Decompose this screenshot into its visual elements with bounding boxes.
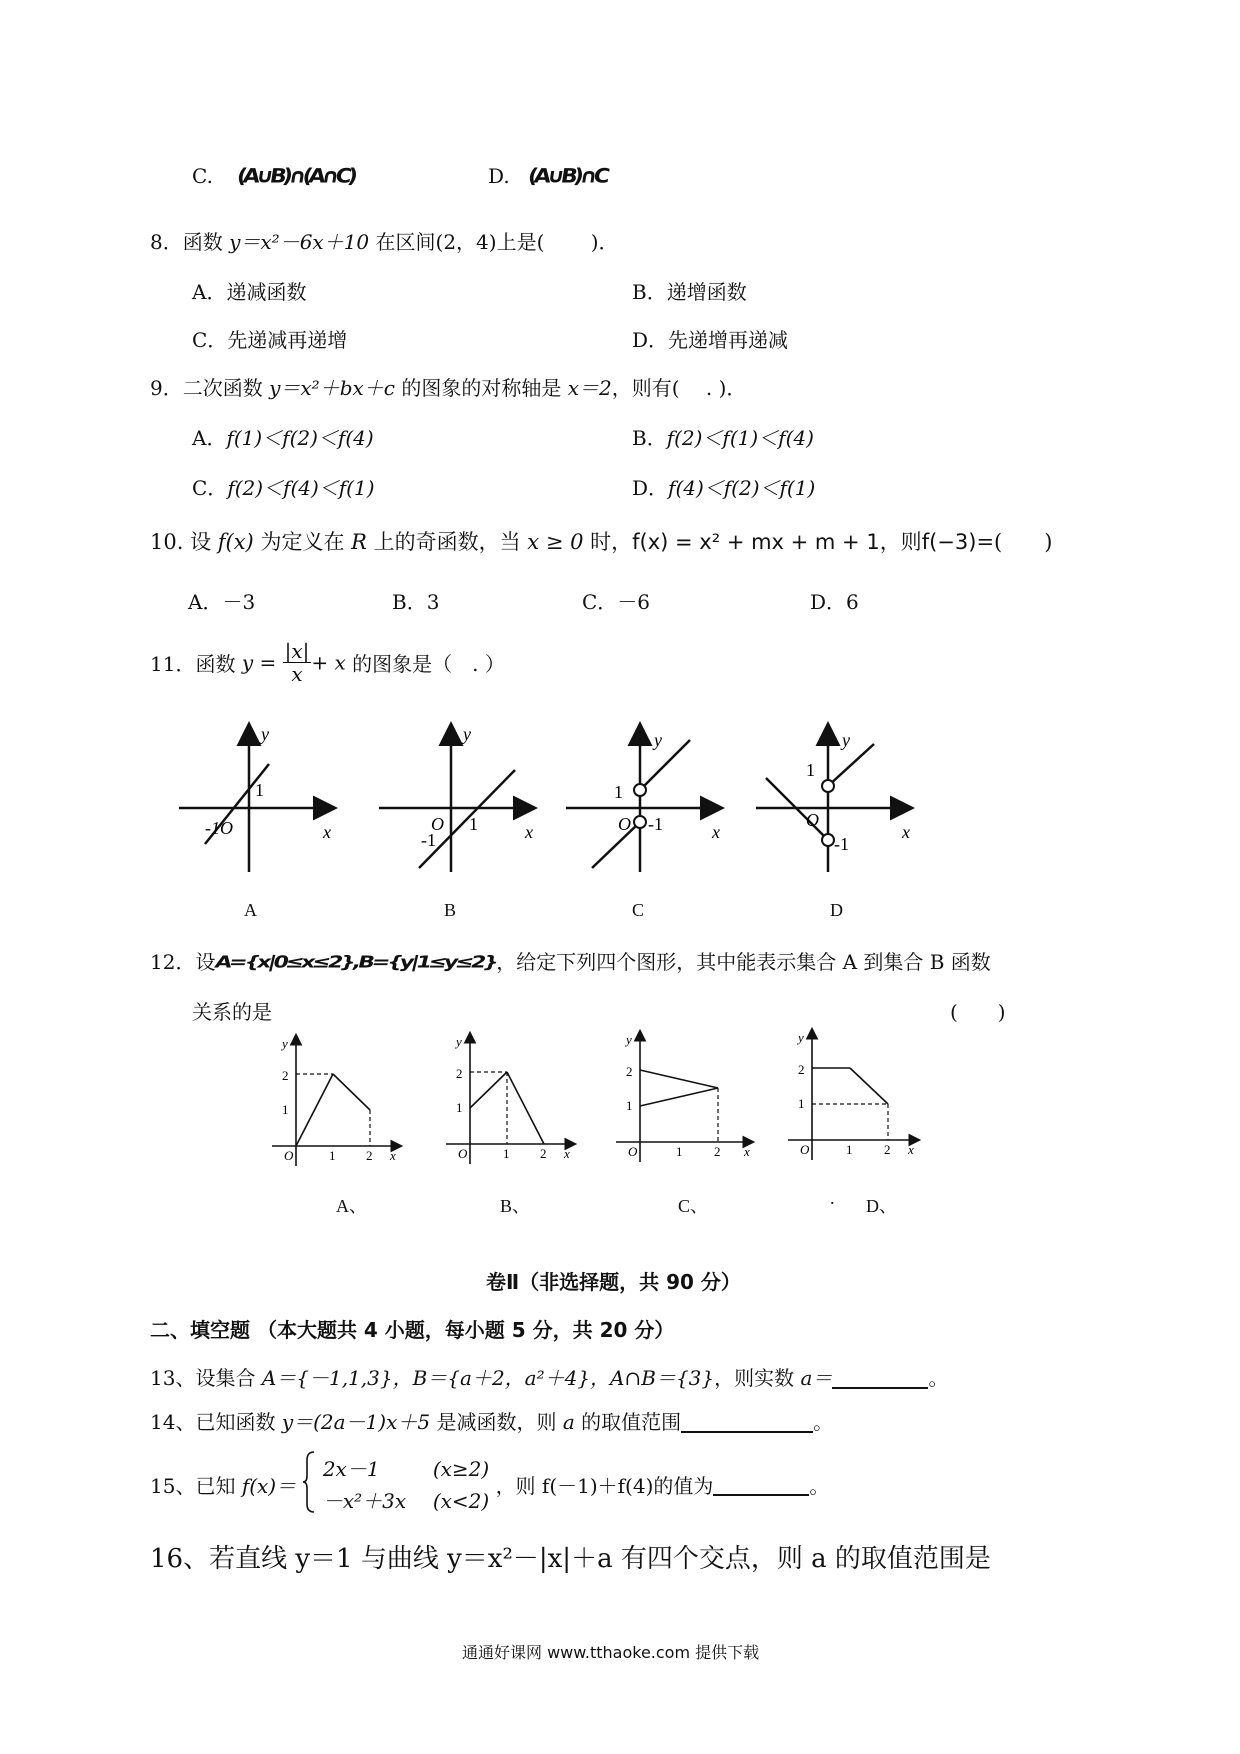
q14-answer-blank[interactable] (681, 1411, 813, 1433)
q12a-y-label: y (282, 1036, 288, 1051)
q12b-tick-1: 1 (456, 1100, 463, 1115)
q11b-one-label: 1 (469, 814, 478, 834)
q7-option-d-garbled-text: (A∪B)∩C (526, 165, 608, 188)
q12d-tick-2: 2 (798, 1062, 805, 1077)
q11a-one-label: 1 (255, 780, 264, 800)
q12d-x-tick-1: 1 (846, 1142, 853, 1157)
q11-stem: 11．函数 y = $\frac{|x|}{x}$ + x 的图象是（ . ） (150, 639, 505, 686)
q12a-x-label: x (390, 1148, 396, 1163)
q11a-y-label: y (261, 724, 269, 744)
q8-stem-suffix: 在区间(2，4)上是( )． (369, 230, 619, 254)
q11-graph-d-caption: D (830, 900, 843, 920)
q12b-x-tick-2: 2 (540, 1146, 547, 1161)
q11b-neg-one-label: -1 (421, 830, 436, 850)
q9-stem: 9．二次函数 y＝x²＋bx＋c 的图象的对称轴是 x＝2，则有( . )． (150, 376, 747, 400)
q10-option-c: C．－6 (582, 590, 651, 614)
q14: 14、已知函数 y＝(2a－1)x＋5 是减函数，则 a 的取值范围 。 (150, 1410, 834, 1434)
q12b-tick-2: 2 (456, 1066, 463, 1081)
q11b-y-label: y (463, 724, 471, 744)
q11b-x-label: x (525, 822, 533, 842)
q11c-x-label: x (712, 822, 720, 842)
q8-option-a: A．递减函数 (192, 280, 307, 304)
q11d-x-label: x (902, 822, 910, 842)
q11c-neg-one-label: -1 (648, 814, 663, 834)
q16: 16、若直线 y＝1 与曲线 y＝x²－|x|＋a 有四个交点，则 a 的取值范围是 (150, 1544, 991, 1574)
q12c-y-label: y (626, 1032, 632, 1047)
q11d-neg-one-label: -1 (834, 834, 849, 854)
q9-option-b: B．f(2)＜f(1)＜f(4) (632, 426, 814, 450)
q12-graph-a (270, 1030, 420, 1174)
q11a-neg-one-origin-label: -1O (205, 818, 233, 838)
footer-source: 通通好课网 www.tthaoke.com 提供下载 (462, 1643, 760, 1662)
q11c-origin-label: O (618, 814, 631, 834)
q11-fraction-denominator: x (291, 662, 303, 686)
q9-option-a: A．f(1)＜f(2)＜f(4) (192, 426, 374, 450)
q12d-origin: O (800, 1142, 810, 1157)
q12c-origin: O (628, 1144, 638, 1159)
part-title: 二、填空题 （本大题共 4 小题，每小题 5 分，共 20 分） (150, 1318, 675, 1342)
q7-option-d-label: D. (488, 164, 510, 188)
q12-graph-d-caption: D、 (866, 1196, 897, 1216)
q12-garbled-set-definition: A={x|0≤x≤2},B={y|1≤y≤2} (213, 953, 499, 972)
q8-stem (150, 226, 619, 255)
q12d-x-tick-2: 2 (884, 1142, 891, 1157)
q10-option-b: B．3 (392, 590, 440, 614)
q10-option-d: D．6 (810, 590, 859, 614)
q12c-x-tick-2: 2 (714, 1144, 721, 1159)
q7-option-c-label: C. (192, 164, 213, 188)
q11d-y-label: y (842, 730, 850, 750)
q8-option-d: D．先递增再递减 (632, 328, 789, 352)
q7-option-c-garbled-text: (A∪B)∩(A∩C) (235, 165, 356, 188)
q12c-tick-2: 2 (626, 1064, 633, 1079)
q7-option-d (488, 164, 606, 189)
q11d-origin-label: O (806, 810, 819, 830)
q12c-x-tick-1: 1 (676, 1144, 683, 1159)
q10-stem: 10. 设 f(x) 为定义在 R 上的奇函数，当 x ≥ 0 时，f(x) = x² + mx + m + 1，则f(−3)=( ) (150, 530, 1053, 554)
q12b-x-tick-1: 1 (503, 1146, 510, 1161)
q12-graph-b-caption: B、 (500, 1196, 531, 1216)
q12-graph-c-caption: C、 (678, 1196, 709, 1216)
q11-graph-a-caption: A (244, 900, 257, 920)
q12d-x-label: x (908, 1142, 914, 1157)
q7-option-c (192, 164, 354, 189)
q11-graph-c (562, 718, 732, 882)
q11d-one-label: 1 (806, 760, 815, 780)
q8-stem-formula: y＝x²－6x＋10 (229, 230, 370, 254)
q11-graph-b (375, 718, 545, 882)
q8-stem-prefix: 8．函数 (150, 230, 230, 254)
q9-option-c: C．f(2)＜f(4)＜f(1) (192, 476, 375, 500)
q12d-tick-1: 1 (798, 1096, 805, 1111)
q10-option-a: A．－3 (188, 590, 256, 614)
q12-graph-a-caption: A、 (336, 1196, 367, 1216)
q12-graph-d (786, 1024, 936, 1168)
q12-stem-line2: 关系的是 (192, 1000, 272, 1024)
q12-answer-paren: ( ) (950, 1000, 1006, 1024)
q12c-x-label: x (744, 1144, 750, 1159)
q11-graph-d (752, 718, 922, 882)
q12a-x-tick-1: 1 (329, 1148, 336, 1163)
q15-cases: 2x－1 (x≥2) －x²＋3x (x<2) (322, 1456, 490, 1513)
q13: 13、设集合 A＝{－1,1,3}，B＝{a＋2，a²＋4}，A∩B＝{3}，则实数 a＝ 。 (150, 1366, 949, 1390)
q12d-y-label: y (798, 1030, 804, 1045)
q9-option-d: D．f(4)＜f(2)＜f(1) (632, 476, 816, 500)
q12-graph-d-dot: . (830, 1188, 835, 1208)
q12a-tick-1: 1 (282, 1102, 289, 1117)
q11-graph-a (175, 718, 345, 882)
volume-title: 卷Ⅱ（非选择题，共 90 分） (486, 1270, 741, 1294)
q11c-y-label: y (654, 730, 662, 750)
q11-graph-c-caption: C (632, 900, 645, 920)
q11c-one-label: 1 (614, 782, 623, 802)
q12c-tick-1: 1 (626, 1098, 633, 1113)
q8-option-b: B．递增函数 (632, 280, 747, 304)
q8-option-c: C．先递减再递增 (192, 328, 348, 352)
q11-fraction (283, 640, 312, 685)
q12b-y-label: y (456, 1034, 462, 1049)
q11-graph-b-caption: B (444, 900, 457, 920)
q12-graph-b (444, 1028, 594, 1172)
q15: 15、已知 f(x)＝ 2x－1 (x≥2) －x²＋3x (x<2) ，则 f(－1)＋f(4)的值为 。 (150, 1450, 829, 1519)
q12-stem: 12．设A={x|0≤x≤2},B={y|1≤y≤2}，给定下列四个图形，其中能表示集合 A 到集合 B 函数 (150, 950, 991, 974)
q11b-origin-label: O (431, 814, 444, 834)
q12a-origin: O (284, 1148, 294, 1163)
q13-answer-blank[interactable] (832, 1367, 928, 1389)
q15-brace (302, 1450, 316, 1519)
q11a-x-label: x (323, 822, 331, 842)
q12a-tick-2: 2 (282, 1068, 289, 1083)
q12b-origin: O (458, 1146, 468, 1161)
q15-answer-blank[interactable] (713, 1474, 809, 1496)
q12b-x-label: x (564, 1146, 570, 1161)
q12a-x-tick-2: 2 (366, 1148, 373, 1163)
q12-graph-c (614, 1026, 764, 1170)
q11-fraction-numerator: |x| (284, 639, 310, 663)
